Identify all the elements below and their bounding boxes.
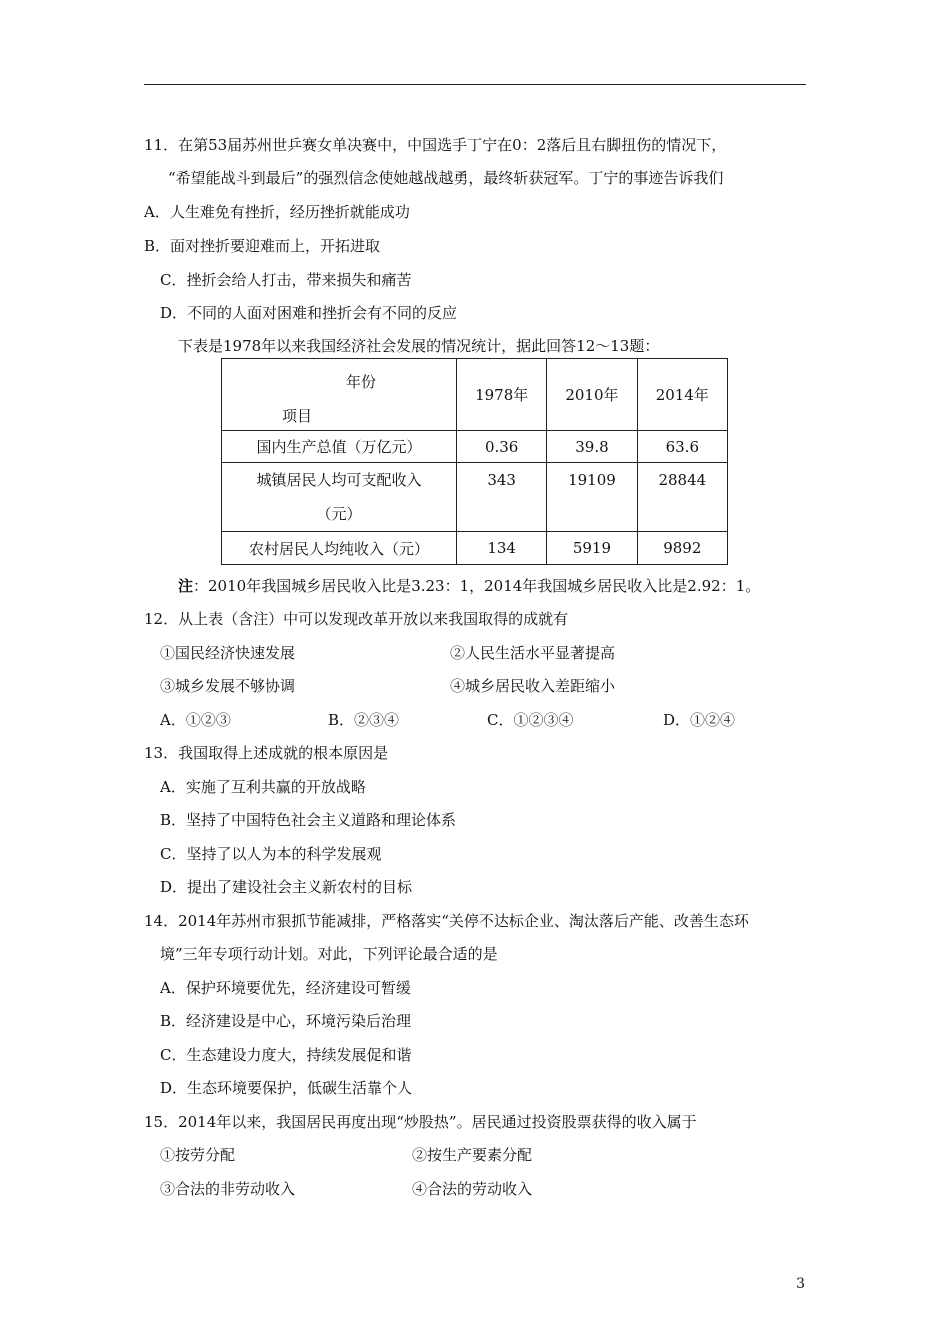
q12-option-c: C．①②③④ — [487, 711, 574, 729]
q15-item-2: ②按生产要素分配 — [412, 1146, 533, 1164]
q12-option-a: A．①②③ — [160, 711, 231, 729]
q14-option-c: C．生态建设力度大，持续发展促和谐 — [160, 1046, 412, 1064]
q12-item-4: ④城乡居民收入差距缩小 — [450, 677, 616, 695]
q13-option-b: B．坚持了中国特色社会主义道路和理论体系 — [160, 811, 457, 829]
q14-option-b: B．经济建设是中心，环境污染后治理 — [160, 1012, 412, 1030]
q12-item-3: ③城乡发展不够协调 — [160, 677, 296, 695]
table-cell: 0.36 — [457, 431, 547, 463]
year-header-cell: 2010年 — [547, 359, 637, 431]
table-row — [222, 532, 728, 565]
q14-stem-line2: 境”三年专项行动计划。对此，下列评论最合适的是 — [160, 945, 498, 963]
table-cell: 63.6 — [637, 431, 727, 463]
q11-option-a: A．人生难免有挫折，经历挫折就能成功 — [144, 203, 410, 221]
table-cell: 9892 — [637, 532, 727, 565]
statistics-table — [221, 358, 728, 565]
q11-stem-line1: 11．在第53届苏州世乒赛女单决赛中，中国选手丁宁在0：2落后且右脚扭伤的情况下， — [144, 136, 727, 154]
table-header-row — [222, 359, 728, 431]
q14-option-d: D．生态环境要保护，低碳生活靠个人 — [160, 1079, 413, 1097]
table-note — [178, 576, 760, 596]
q11-option-d: D．不同的人面对困难和挫折会有不同的反应 — [160, 304, 458, 322]
q15-item-4: ④合法的劳动收入 — [412, 1180, 533, 1198]
q12-option-b: B．②③④ — [328, 711, 400, 729]
q13-option-d: D．提出了建设社会主义新农村的目标 — [160, 878, 413, 896]
table-cell: 343 — [457, 463, 547, 532]
header-year-label: 年份 — [346, 373, 377, 391]
year-header-cell: 2014年 — [637, 359, 727, 431]
q15-item-3: ③合法的非劳动收入 — [160, 1180, 296, 1198]
row-label: 国内生产总值（万亿元） — [222, 431, 457, 463]
q14-option-a: A．保护环境要优先，经济建设可暂缓 — [160, 979, 411, 997]
row-label-line2: （元） — [316, 505, 362, 523]
note-text: ：2010年我国城乡居民收入比是3.23：1，2014年我国城乡居民收入比是2.92：1。 — [193, 577, 761, 595]
row-label — [222, 463, 457, 532]
q11-stem-line2: “希望能战斗到最后”的强烈信念使她越战越勇，最终斩获冠军。丁宁的事迹告诉我们 — [168, 169, 724, 187]
q12-stem: 12．从上表（含注）中可以发现改革开放以来我国取得的成就有 — [144, 610, 569, 628]
note-label: 注 — [178, 577, 194, 595]
table-row — [222, 463, 728, 532]
table-cell: 39.8 — [547, 431, 637, 463]
table-cell: 134 — [457, 532, 547, 565]
table-cell: 28844 — [637, 463, 727, 532]
table-cell: 5919 — [547, 532, 637, 565]
row-label-line1: 城镇居民人均可支配收入 — [256, 471, 422, 489]
q11-option-b: B．面对挫折要迎难而上，开拓进取 — [144, 237, 381, 255]
header-rule — [144, 84, 806, 85]
q13-stem: 13．我国取得上述成就的根本原因是 — [144, 744, 389, 762]
q15-stem: 15．2014年以来，我国居民再度出现“炒股热”。居民通过投资股票获得的收入属于 — [144, 1113, 697, 1131]
q12-item-1: ①国民经济快速发展 — [160, 644, 296, 662]
q12-option-d: D．①②④ — [663, 711, 736, 729]
year-header-cell: 1978年 — [457, 359, 547, 431]
table-corner-cell — [222, 359, 457, 431]
q13-option-a: A．实施了互利共赢的开放战略 — [160, 778, 366, 796]
table-cell: 19109 — [547, 463, 637, 532]
q12-item-2: ②人民生活水平显著提高 — [450, 644, 616, 662]
header-item-label: 项目 — [282, 407, 313, 425]
table-row — [222, 431, 728, 463]
q11-option-c: C．挫折会给人打击，带来损失和痛苦 — [160, 271, 412, 289]
q15-item-1: ①按劳分配 — [160, 1146, 236, 1164]
table-intro: 下表是1978年以来我国经济社会发展的情况统计，据此回答12～13题： — [178, 337, 660, 355]
page-number: 3 — [796, 1276, 805, 1292]
q14-stem-line1: 14．2014年苏州市狠抓节能减排，严格落实“关停不达标企业、淘汰落后产能、改善生态环 — [144, 912, 749, 930]
row-label: 农村居民人均纯收入（元） — [222, 532, 457, 565]
q13-option-c: C．坚持了以人为本的科学发展观 — [160, 845, 382, 863]
